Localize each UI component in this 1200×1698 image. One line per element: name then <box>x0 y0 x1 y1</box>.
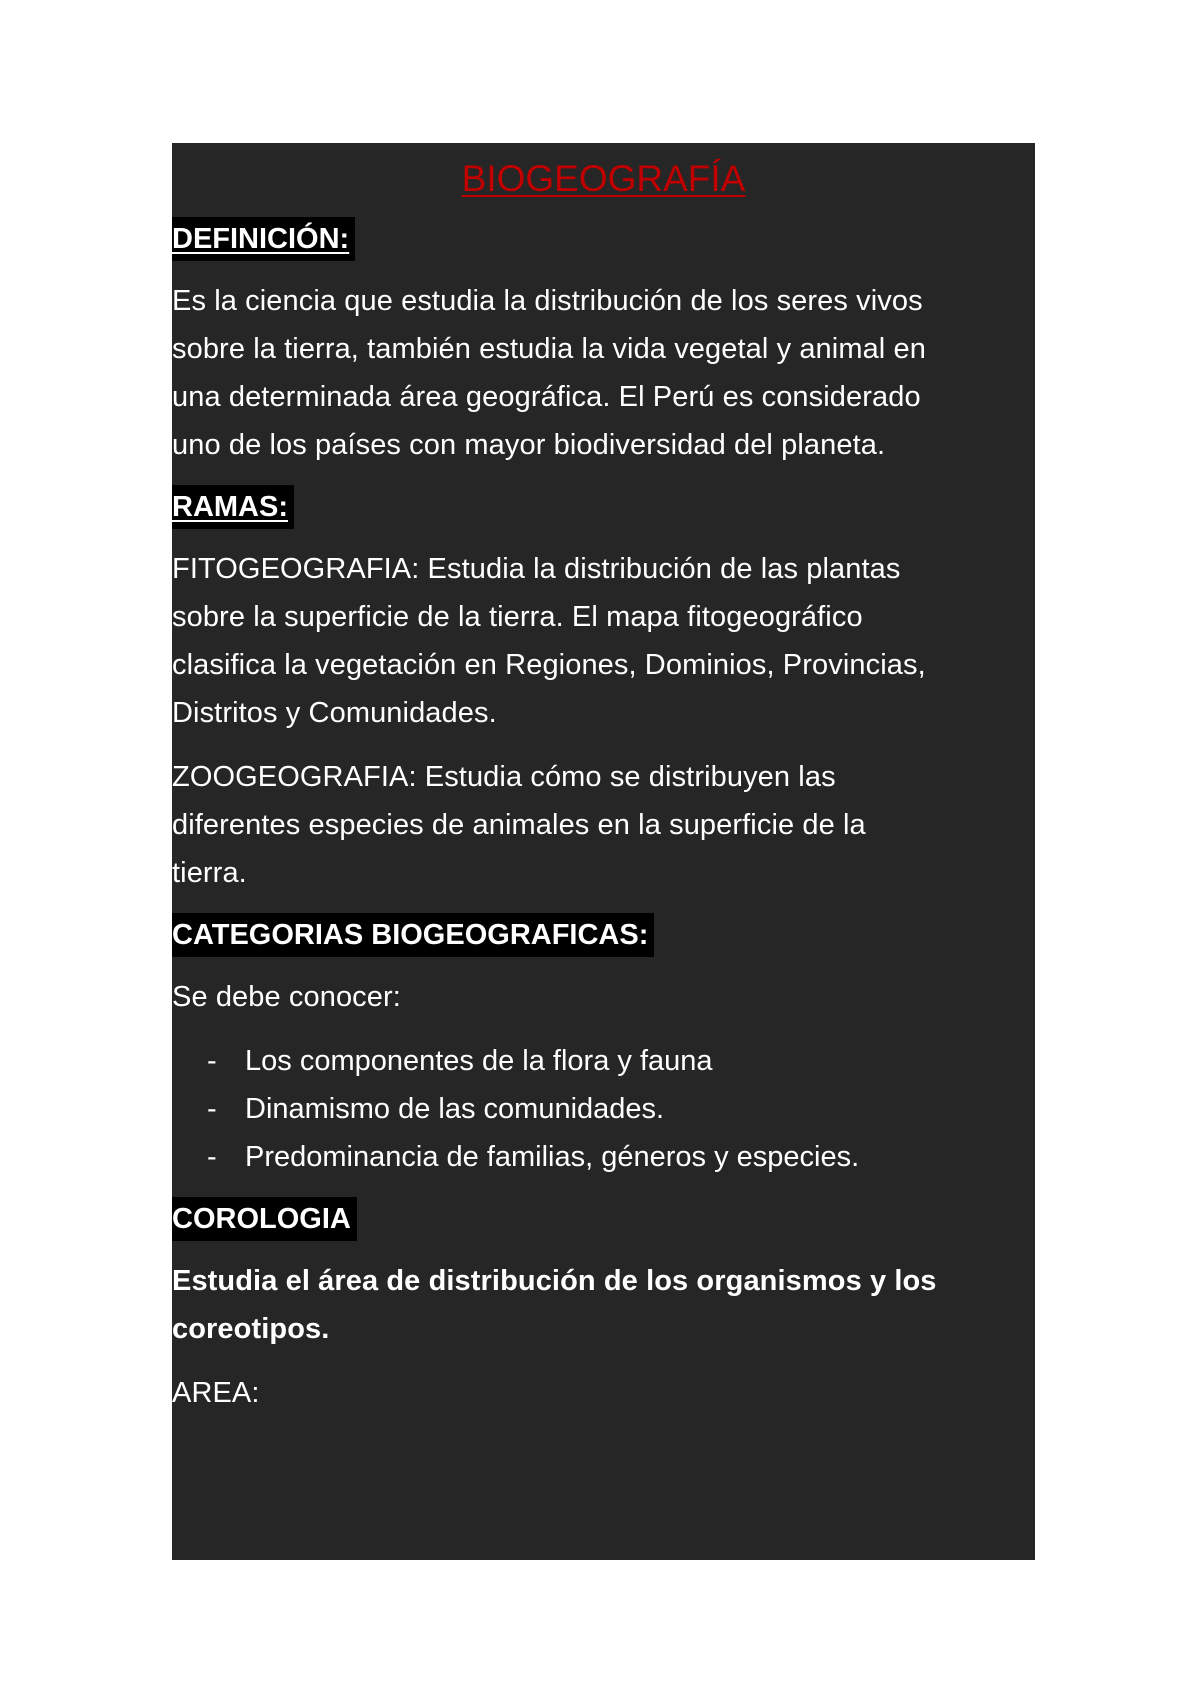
text-line: uno de los países con mayor biodiversidad del planeta. <box>172 429 886 461</box>
text-line: sobre la tierra, también estudia la vida vegetal y animal en <box>172 333 926 365</box>
text-line: Distritos y Comunidades. <box>172 697 497 729</box>
bullet-dash: - <box>207 1141 217 1173</box>
text-line: clasifica la vegetación en Regiones, Dominios, Provincias, <box>172 649 926 681</box>
categorias-list <box>172 1037 1035 1181</box>
list-item <box>172 1133 1035 1181</box>
text-line: FITOGEOGRAFIA: Estudia la distribución de las plantas <box>172 553 901 585</box>
corologia-heading: COROLOGIA <box>172 1197 357 1241</box>
corologia-paragraph <box>172 1257 1035 1353</box>
list-item-text: Dinamismo de las comunidades. <box>245 1093 665 1125</box>
list-item-text: Los componentes de la flora y fauna <box>245 1045 713 1077</box>
list-item-text: Predominancia de familias, géneros y especies. <box>245 1141 860 1173</box>
fitogeografia-paragraph <box>172 545 1035 737</box>
categorias-heading: CATEGORIAS BIOGEOGRAFICAS: <box>172 913 654 957</box>
text-line: sobre la superficie de la tierra. El mapa fitogeográfico <box>172 601 863 633</box>
list-item <box>172 1037 1035 1085</box>
text-line: Es la ciencia que estudia la distribución de los seres vivos <box>172 285 923 317</box>
text-line: una determinada área geográfica. El Perú es considerado <box>172 381 921 413</box>
ramas-heading: RAMAS: <box>172 485 294 529</box>
bullet-dash: - <box>207 1093 217 1125</box>
text-line: ZOOGEOGRAFIA: Estudia cómo se distribuyen las <box>172 761 836 793</box>
text-line: diferentes especies de animales en la superficie de la <box>172 809 866 841</box>
area-label: AREA: <box>172 1377 260 1409</box>
document-title: BIOGEOGRAFÍA <box>461 158 746 199</box>
categorias-intro: Se debe conocer: <box>172 981 401 1013</box>
definicion-paragraph <box>172 277 1035 469</box>
text-line: coreotipos. <box>172 1313 330 1345</box>
definicion-heading: DEFINICIÓN: <box>172 217 355 261</box>
zoogeografia-paragraph <box>172 753 1035 897</box>
text-line: tierra. <box>172 857 247 889</box>
text-line: Estudia el área de distribución de los organismos y los <box>172 1265 937 1297</box>
list-item <box>172 1085 1035 1133</box>
document-page <box>172 143 1035 1560</box>
bullet-dash: - <box>207 1045 217 1077</box>
